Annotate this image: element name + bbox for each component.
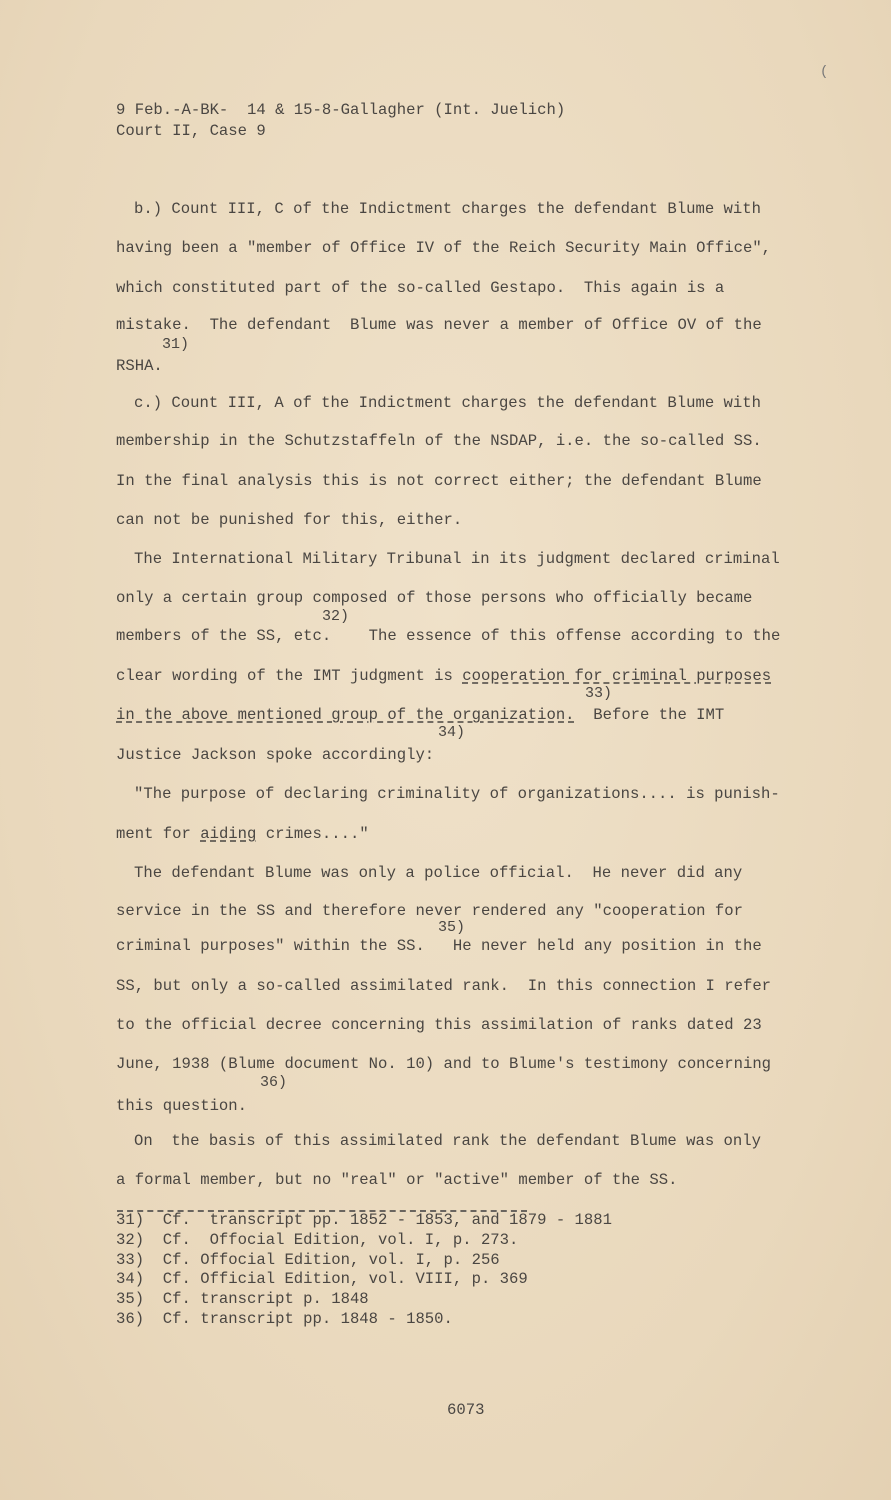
body-line: only a certain group composed of those persons who officially became xyxy=(116,589,753,607)
body-line: which constituted part of the so-called Gestapo. This again is a xyxy=(116,279,725,297)
text-segment: Before the IMT xyxy=(574,706,725,724)
footnote: 33) Cf. Offocial Edition, vol. I, p. 256 xyxy=(116,1250,500,1269)
body-line: to the official decree concerning this assimilation of ranks dated 23 xyxy=(116,1016,762,1034)
body-line: service in the SS and therefore never rendered any "cooperation for xyxy=(116,902,743,920)
body-line: membership in the Schutzstaffeln of the NSDAP, i.e. the so-called SS. xyxy=(116,432,762,450)
body-line xyxy=(116,706,724,724)
header-line: Court II, Case 9 xyxy=(116,122,266,140)
margin-mark: ( xyxy=(820,64,829,80)
footnote-reference: 32) xyxy=(322,608,350,625)
body-line: members of the SS, etc. The essence of this offense according to the xyxy=(116,627,781,645)
body-line: RSHA. xyxy=(116,357,163,375)
body-line: having been a "member of Office IV of the Reich Security Main Office", xyxy=(116,239,772,257)
body-line: c.) Count III, A of the Indictment charges the defendant Blume with xyxy=(134,394,761,412)
footnote-reference: 36) xyxy=(260,1074,288,1091)
body-line: Justice Jackson spoke accordingly: xyxy=(116,746,435,764)
footnote-reference: 33) xyxy=(585,685,613,702)
body-line: b.) Count III, C of the Indictment charges the defendant Blume with xyxy=(134,200,761,218)
body-line: On the basis of this assimilated rank the defendant Blume was only xyxy=(134,1132,761,1150)
footnote: 35) Cf. transcript p. 1848 xyxy=(116,1290,369,1309)
text-segment: ment for xyxy=(116,825,201,843)
footnote-reference: 34) xyxy=(438,724,466,741)
body-line xyxy=(134,785,780,803)
text-segment: clear wording of the IMT judgment is xyxy=(116,667,463,685)
page-number: 6073 xyxy=(447,1401,485,1419)
body-line: SS, but only a so-called assimilated rank. In this connection I refer xyxy=(116,977,772,995)
underlined-text: cooperation for criminal purposes xyxy=(462,667,772,685)
body-line xyxy=(116,667,771,685)
footnote-reference: 31) xyxy=(162,336,190,353)
body-line: this question. xyxy=(116,1097,248,1115)
underlined-text: in the above mentioned group of the organization. xyxy=(116,706,575,724)
body-line xyxy=(116,825,369,843)
body-line: June, 1938 (Blume document No. 10) and to Blume's testimony concerning xyxy=(116,1055,772,1073)
text-segment: crimes...." xyxy=(256,825,369,843)
body-line: a formal member, but no "real" or "active" member of the SS. xyxy=(116,1171,678,1189)
body-line: criminal purposes" within the SS. He never held any position in the xyxy=(116,937,762,955)
footnote-reference: 35) xyxy=(438,919,466,936)
header-line: 9 Feb.-A-BK- 14 & 15-8-Gallagher (Int. Juelich) xyxy=(116,101,566,119)
body-line: The defendant Blume was only a police official. He never did any xyxy=(134,864,743,882)
footnote: 36) Cf. transcript pp. 1848 - 1850. xyxy=(116,1310,453,1328)
text-segment: "The purpose of declaring criminality of organizations.... is punish- xyxy=(134,785,780,803)
underlined-text: aiding xyxy=(200,825,257,843)
footnote: 34) Cf. Official Edition, vol. VIII, p. 369 xyxy=(116,1270,528,1289)
body-line: can not be punished for this, either. xyxy=(116,511,463,529)
footnote: 31) Cf. transcript pp. 1852 - 1853, and 1879 - 1881 xyxy=(116,1211,612,1229)
footnote: 32) Cf. Offocial Edition, vol. I, p. 273. xyxy=(116,1230,519,1249)
body-line: The International Military Tribunal in its judgment declared criminal xyxy=(134,550,780,568)
body-line: mistake. The defendant Blume was never a member of Office OV of the xyxy=(116,316,762,334)
body-line: In the final analysis this is not correct either; the defendant Blume xyxy=(116,472,762,490)
